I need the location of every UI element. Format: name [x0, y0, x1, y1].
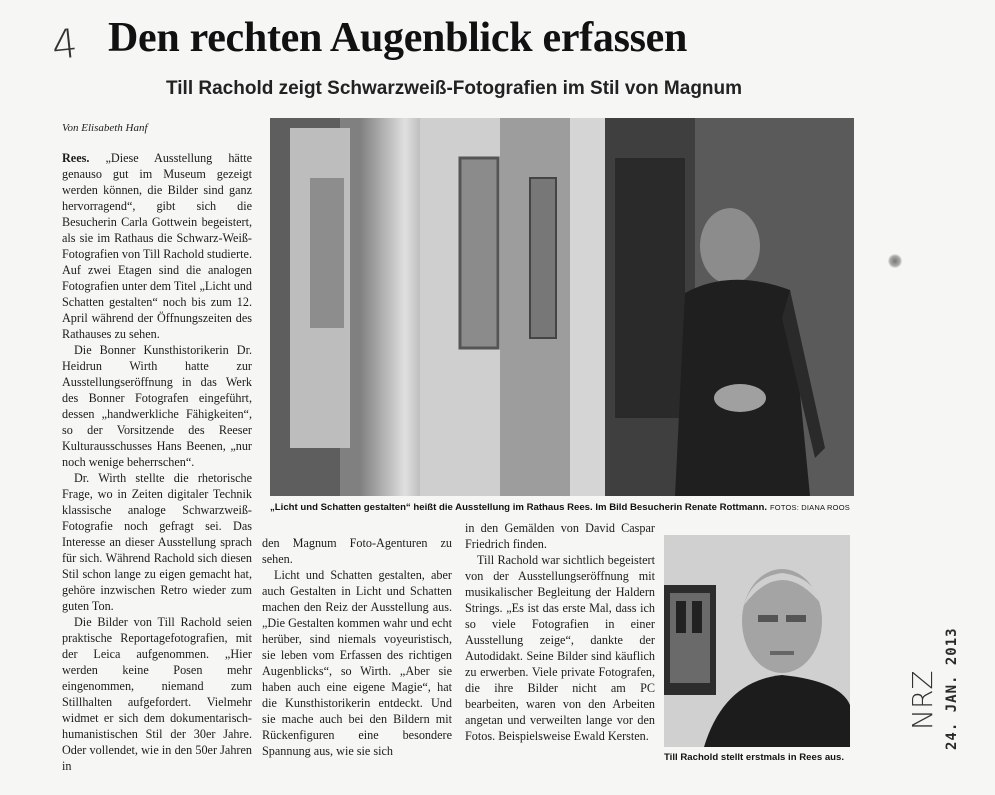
paragraph: Till Rachold war sichtlich begeistert von der Ausstellungseröffnung mit musikalischer Begleitung der Haldern Strings. „Es ist das erste Mal, dass ich so viele Fotografien in einer Ausstellung zeige“, dankte der Autodidakt. Seine Bilder sind käuflich zu erwerben. Viele private Fotografen, die ihre Bilder nicht am PC bearbeiten, waren von den Arbeiten angetan und verweilten lange vor den Fotos. Beispielsweise Ewald Kersten.: [465, 553, 655, 743]
paragraph: Licht und Schatten gestalten, aber auch Gestalten in Licht und Schatten machen den Reiz der Ausstellung aus. „Die Gestalten kommen wahr und echt herüber, sind niemals voyeuristisch, sie leben vom Erfassen des richtigen Augenblicks“, so Wirth. „Aber sie haben auch eine eigene Magie“, hat die Kunsthistorikerin entdeckt. Und sie mache auch bei den Bildern mit Rückenfiguren eine besondere Spannung aus, wie sie sich: [262, 568, 452, 758]
article-column-3: [465, 520, 655, 775]
main-photo-caption: [270, 502, 860, 513]
photo-credit: FOTOS: DIANA ROOS: [770, 503, 850, 512]
paragraph: Die Bonner Kunsthistorikerin Dr. Heidrun Wirth hatte zur Ausstellungseröffnung in das Werk des Bonner Fotografen eingeführt, dessen „handwerkliche Fähigkeiten“, so der Vorsitzende des Reeser Kulturausschusses Hans Beenen, „nur noch wenige beherrschen“.: [62, 343, 252, 469]
date-stamp: [888, 610, 988, 750]
caption-text: „Licht und Schatten gestalten“ heißt die Ausstellung im Rathaus Rees. Im Bild Besucherin Renate Rottmann.: [270, 502, 767, 513]
ink-blot: [888, 254, 902, 268]
handwritten-initials: NRZ: [906, 670, 939, 730]
subheadline: Till Rachold zeigt Schwarzweiß-Fotografien im Stil von Magnum: [166, 78, 743, 99]
article-column-1: [62, 150, 252, 775]
stamp-date: 24. JAN. 2013: [944, 627, 960, 750]
handwritten-page-number: 4: [49, 20, 80, 70]
main-photo-illustration: [270, 118, 854, 496]
byline: Von Elisabeth Hanf: [62, 122, 148, 134]
headline: Den rechten Augenblick erfassen: [108, 15, 688, 61]
main-photo: [270, 118, 854, 496]
paragraph: in den Gemälden von David Caspar Friedrich finden.: [465, 521, 655, 551]
paragraph: [62, 150, 252, 342]
paragraph: Die Bilder von Till Rachold seien praktische Reportagefotografien, mit der Leica aufgenommen. „Hier werden keine Posen mehr eingenommen, niemand zum Stillhalten aufgefordert. Vielmehr widmet er sich dem dokumentarisch-humanistischen Stil der 30er Jahre. Oder vollendet, wie in den 50er Jahren in: [62, 615, 252, 773]
paragraph: Dr. Wirth stellte die rhetorische Frage, wo in Zeiten digitaler Technik klassische analoge Schwarzweiß-Fotografie noch gefragt sei. Das Interesse an dieser Ausstellung sprach für sich. Während Rachold sich diesen Stil schon lange zu eigen gemacht hat, gehöre inzwischen Retro wieder zum guten Ton.: [62, 471, 252, 613]
paragraph-text: „Diese Ausstellung hätte genauso gut im Museum gezeigt werden können, die Bilder sind ganz hervorragend“, gibt sich die Besucherin Carla Gottwein begeistert, als sie im Rathaus die Schwarz-Weiß-Fotografien von Till Rachold studierte. Auf zwei Etagen sind die analogen Fotografien unter dem Titel „Licht und Schatten gestalten“ noch bis zum 12. April während der Öffnungszeiten des Rathauses zu sehen.: [62, 151, 252, 341]
portrait-photo: [664, 535, 850, 747]
article-column-2: [262, 535, 452, 775]
paragraph: den Magnum Foto-Agenturen zu sehen.: [262, 536, 452, 566]
portrait-caption: Till Rachold stellt erstmals in Rees aus.: [664, 752, 845, 763]
dateline: Rees.: [62, 151, 90, 165]
portrait-illustration: [664, 535, 850, 747]
